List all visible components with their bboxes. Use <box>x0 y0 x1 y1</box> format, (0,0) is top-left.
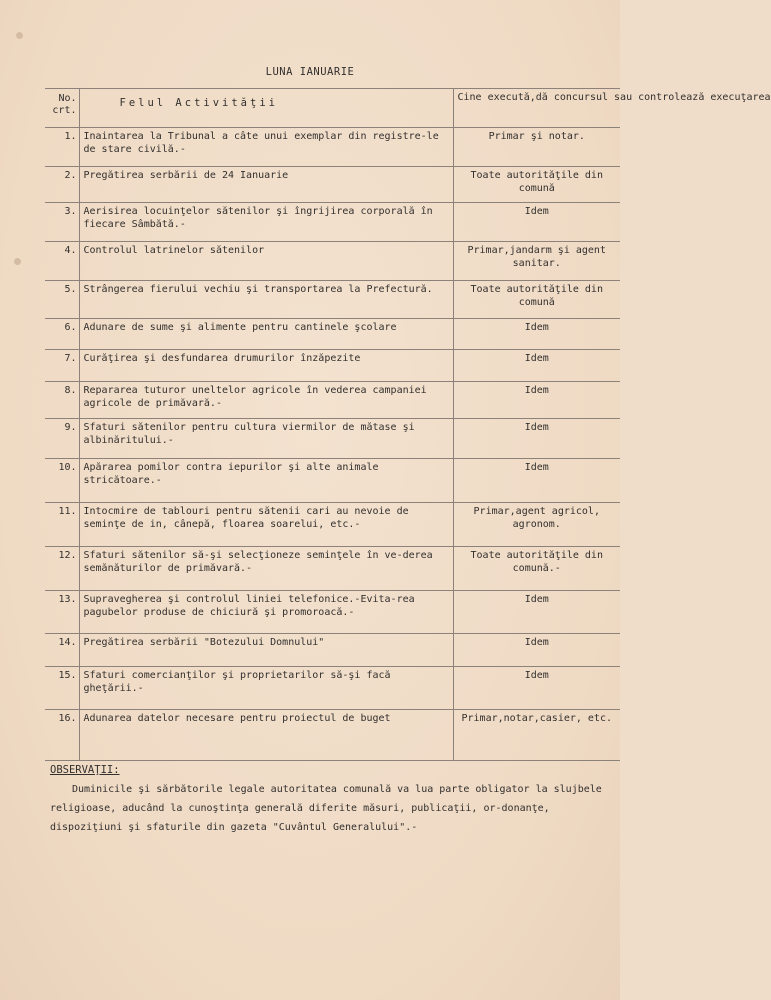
row-activity: Pregătirea serbării "Botezului Domnului" <box>79 634 453 667</box>
table-row <box>45 319 620 350</box>
punch-mark <box>14 258 21 265</box>
table-row <box>45 382 620 419</box>
row-activity: Apărarea pomilor contra iepurilor şi alte animale stricătoare.- <box>79 459 453 503</box>
table-row <box>45 591 620 634</box>
row-responsible: Idem <box>453 459 620 503</box>
table-row <box>45 547 620 591</box>
row-activity: Sfaturi sătenilor să-şi selecţioneze seminţele în ve-derea semănăturilor de primăvară.- <box>79 547 453 591</box>
row-activity: Intocmire de tablouri pentru sătenii cari au nevoie de seminţe de in, cânepă, floarea soarelui, etc.- <box>79 503 453 547</box>
table-row <box>45 242 620 281</box>
row-responsible: Toate autorităţile din comună <box>453 281 620 319</box>
column-header-nr: No. crt. <box>45 89 79 128</box>
table-row <box>45 710 620 761</box>
page-title: LUNA IANUARIE <box>265 66 355 78</box>
column-header-who: Cine execută,dă concursul sau controlează execuţarea <box>453 89 620 128</box>
row-activity: Inaintarea la Tribunal a câte unui exemplar din registre-le de stare civilă.- <box>79 128 453 167</box>
observations-title: OBSERVAŢII: <box>50 764 120 776</box>
row-activity: Sfaturi comercianţilor şi proprietarilor să-şi facă gheţării.- <box>79 667 453 710</box>
row-responsible: Idem <box>453 203 620 242</box>
row-responsible: Primar,notar,casier, etc. <box>453 710 620 761</box>
table-row <box>45 350 620 382</box>
row-responsible: Primar,agent agricol, agronom. <box>453 503 620 547</box>
punch-mark <box>16 32 23 39</box>
row-number: 13. <box>45 591 79 634</box>
row-number: 10. <box>45 459 79 503</box>
row-activity: Supravegherea şi controlul liniei telefonice.-Evita-rea pagubelor produse de chiciură şi promoroacă.- <box>79 591 453 634</box>
row-responsible: Idem <box>453 591 620 634</box>
row-number: 9. <box>45 419 79 459</box>
row-number: 2. <box>45 167 79 203</box>
row-number: 3. <box>45 203 79 242</box>
row-number: 15. <box>45 667 79 710</box>
table-row <box>45 667 620 710</box>
table-row <box>45 203 620 242</box>
row-responsible: Idem <box>453 382 620 419</box>
row-number: 7. <box>45 350 79 382</box>
row-activity: Pregătirea serbării de 24 Ianuarie <box>79 167 453 203</box>
row-number: 11. <box>45 503 79 547</box>
row-activity: Controlul latrinelor sătenilor <box>79 242 453 281</box>
observations-text: Duminicile şi sărbătorile legale autoritatea comunală va lua parte obligator la slujbele religioase, aducând la cunoştinţa generală diferite măsuri, publicaţii, or-donanţe, dispoziţiuni şi sfaturile din gazeta "Cuvântul Generalului".- <box>50 784 602 833</box>
row-number: 5. <box>45 281 79 319</box>
column-header-activity: Felul Activităţii <box>79 89 453 128</box>
table-row <box>45 128 620 167</box>
row-responsible: Idem <box>453 419 620 459</box>
table-header-row <box>45 89 620 128</box>
row-number: 4. <box>45 242 79 281</box>
row-number: 8. <box>45 382 79 419</box>
row-activity: Adunarea datelor necesare pentru proiectul de buget <box>79 710 453 761</box>
row-responsible: Idem <box>453 667 620 710</box>
table-row <box>45 167 620 203</box>
row-number: 14. <box>45 634 79 667</box>
table-row <box>45 281 620 319</box>
table-row <box>45 634 620 667</box>
row-responsible: Idem <box>453 634 620 667</box>
row-activity: Curăţirea şi desfundarea drumurilor înzăpezite <box>79 350 453 382</box>
row-number: 1. <box>45 128 79 167</box>
row-activity: Sfaturi sătenilor pentru cultura viermilor de mătase şi albinăritului.- <box>79 419 453 459</box>
row-number: 12. <box>45 547 79 591</box>
row-responsible: Primar,jandarm şi agent sanitar. <box>453 242 620 281</box>
row-activity: Adunare de sume şi alimente pentru cantinele şcolare <box>79 319 453 350</box>
row-number: 6. <box>45 319 79 350</box>
row-activity: Strângerea fierului vechiu şi transportarea la Prefectură. <box>79 281 453 319</box>
row-responsible: Idem <box>453 319 620 350</box>
table-row <box>45 419 620 459</box>
row-responsible: Toate autorităţile din comună.- <box>453 547 620 591</box>
row-responsible: Primar şi notar. <box>453 128 620 167</box>
row-number: 16. <box>45 710 79 761</box>
row-responsible: Toate autorităţile din comună <box>453 167 620 203</box>
row-activity: Repararea tuturor uneltelor agricole în vederea campaniei agricole de primăvară.- <box>79 382 453 419</box>
table-row <box>45 459 620 503</box>
activities-table <box>45 88 771 761</box>
table-row <box>45 503 620 547</box>
row-activity: Aerisirea locuinţelor sătenilor şi îngrijirea corporală în fiecare Sâmbătă.- <box>79 203 453 242</box>
row-responsible: Idem <box>453 350 620 382</box>
